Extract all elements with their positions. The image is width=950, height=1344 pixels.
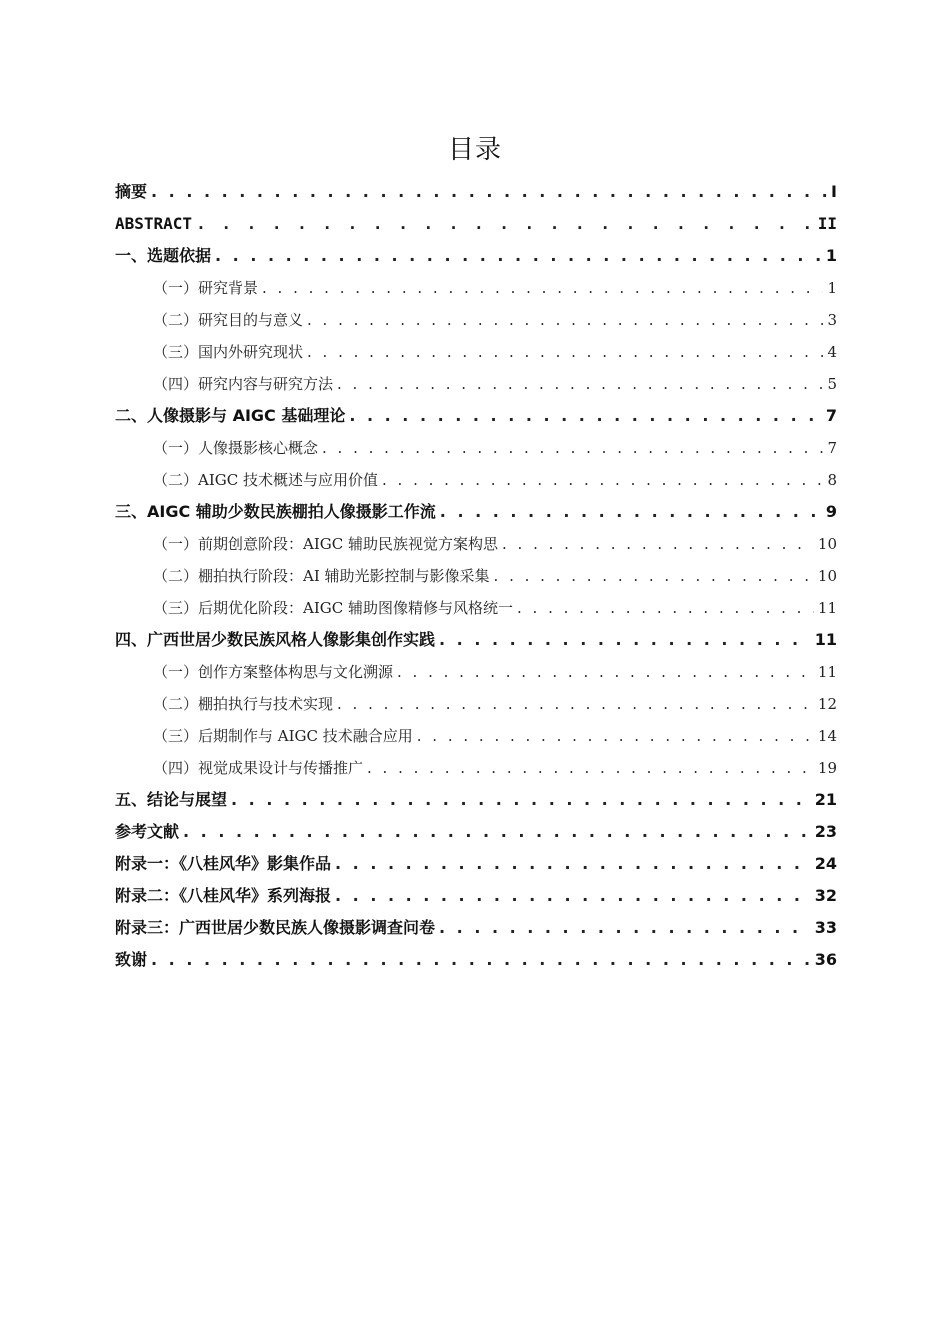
toc-page-number: 8 [827,471,837,489]
toc-leader-dots [307,304,823,336]
toc-entry-text: 附录三：广西世居少数民族人像摄影调查问卷 [115,918,436,937]
toc-leader-dots [397,656,814,688]
toc-entry-text: 四、广西世居少数民族风格人像影集创作实践 [115,630,436,649]
toc-page-number: 21 [814,790,837,809]
toc-page-number: 11 [814,630,837,649]
toc-entry-text: （二）研究目的与意义 [153,311,304,329]
toc-leader-dots [196,208,814,240]
toc-entry-text: 三、AIGC 辅助少数民族棚拍人像摄影工作流 [115,502,436,521]
toc-entry-section-4-3[interactable] [115,720,837,752]
toc-page-number: 11 [817,663,837,681]
toc-entry-references[interactable] [115,816,837,848]
table-of-contents [115,176,837,976]
toc-entry-appendix-2[interactable] [115,880,837,912]
toc-page-number: 11 [817,599,837,617]
toc-leader-dots [337,688,814,720]
toc-entry-section-4-2[interactable] [115,688,837,720]
toc-leader-dots [517,592,814,624]
toc-page-number: 7 [825,406,837,425]
toc-page-number: 36 [814,950,837,969]
toc-entry-chapter-2[interactable] [115,400,837,432]
toc-entry-text: （三）国内外研究现状 [153,343,304,361]
toc-page-number: I [831,182,837,201]
toc-entry-section-3-1[interactable] [115,528,837,560]
toc-leader-dots [335,848,811,880]
toc-entry-abstract-cn[interactable] [115,176,837,208]
toc-entry-text: （二）棚拍执行与技术实现 [153,695,334,713]
toc-page-number: II [817,214,837,233]
toc-entry-text: 附录一：《八桂风华》影集作品 [115,854,332,873]
toc-page-number: 5 [827,375,837,393]
toc-entry-section-1-2[interactable] [115,304,837,336]
toc-leader-dots [215,240,822,272]
toc-title: 目录 [447,135,502,166]
toc-leader-dots [322,432,823,464]
toc-entry-abstract-en[interactable] [115,208,837,240]
toc-entry-section-1-4[interactable] [115,368,837,400]
toc-page-number: 1 [827,279,837,297]
toc-entry-section-2-2[interactable] [115,464,837,496]
toc-page-number: 14 [817,727,837,745]
toc-entry-section-2-1[interactable] [115,432,837,464]
toc-leader-dots [367,752,814,784]
toc-entry-text: （二）AIGC 技术概述与应用价值 [153,471,378,489]
toc-entry-text: （四）研究内容与研究方法 [153,375,334,393]
toc-entry-text: （三）后期制作与 AIGC 技术融合应用 [153,727,413,745]
toc-entry-appendix-1[interactable] [115,848,837,880]
toc-entry-section-1-3[interactable] [115,336,837,368]
toc-page-number: 9 [825,502,837,521]
toc-entry-text: 参考文献 [115,822,180,841]
toc-leader-dots [262,272,823,304]
toc-entry-section-4-1[interactable] [115,656,837,688]
toc-page-number: 24 [814,854,837,873]
toc-entry-section-3-2[interactable] [115,560,837,592]
toc-page-number: 32 [814,886,837,905]
toc-entry-text: 附录二：《八桂风华》系列海报 [115,886,332,905]
toc-page-number: 4 [827,343,837,361]
toc-entry-acknowledgements[interactable] [115,944,837,976]
toc-entry-text: （一）创作方案整体构思与文化溯源 [153,663,394,681]
toc-leader-dots [382,464,823,496]
toc-entry-section-3-3[interactable] [115,592,837,624]
toc-page-number: 3 [827,311,837,329]
toc-leader-dots [439,624,811,656]
toc-entry-section-1-1[interactable] [115,272,837,304]
toc-entry-text: （一）人像摄影核心概念 [153,439,319,457]
toc-page-number: 23 [814,822,837,841]
toc-leader-dots [231,784,811,816]
toc-entry-chapter-3[interactable] [115,496,837,528]
toc-page-number: 1 [825,246,837,265]
toc-leader-dots [440,496,822,528]
toc-leader-dots [307,336,823,368]
toc-entry-text: 五、结论与展望 [115,790,228,809]
toc-page-number: 19 [817,759,837,777]
toc-page-number: 10 [817,535,837,553]
toc-entry-chapter-4[interactable] [115,624,837,656]
toc-entry-appendix-3[interactable] [115,912,837,944]
toc-leader-dots [417,720,814,752]
toc-entry-text: 一、选题依据 [115,246,212,265]
toc-leader-dots [337,368,823,400]
toc-page-number: 7 [827,439,837,457]
toc-entry-text: （一）研究背景 [153,279,259,297]
toc-leader-dots [183,816,811,848]
toc-page-number: 33 [814,918,837,937]
toc-entry-text: 二、人像摄影与 AIGC 基础理论 [115,406,346,425]
toc-leader-dots [494,560,814,592]
toc-entry-text: （一）前期创意阶段：AIGC 辅助民族视觉方案构思 [153,535,498,553]
toc-page-number: 10 [817,567,837,585]
toc-entry-text: ABSTRACT [115,214,193,233]
toc-leader-dots [349,400,822,432]
toc-leader-dots [335,880,811,912]
toc-entry-chapter-5[interactable] [115,784,837,816]
toc-entry-chapter-1[interactable] [115,240,837,272]
toc-entry-section-4-4[interactable] [115,752,837,784]
toc-entry-text: （二）棚拍执行阶段：AI 辅助光影控制与影像采集 [153,567,490,585]
toc-page-number: 12 [817,695,837,713]
toc-leader-dots [502,528,814,560]
toc-entry-text: （四）视觉成果设计与传播推广 [153,759,364,777]
toc-leader-dots [439,912,811,944]
toc-leader-dots [151,944,811,976]
toc-entry-text: 致谢 [115,950,148,969]
toc-entry-text: 摘要 [115,182,148,201]
toc-leader-dots [151,176,827,208]
toc-entry-text: （三）后期优化阶段：AIGC 辅助图像精修与风格统一 [153,599,513,617]
